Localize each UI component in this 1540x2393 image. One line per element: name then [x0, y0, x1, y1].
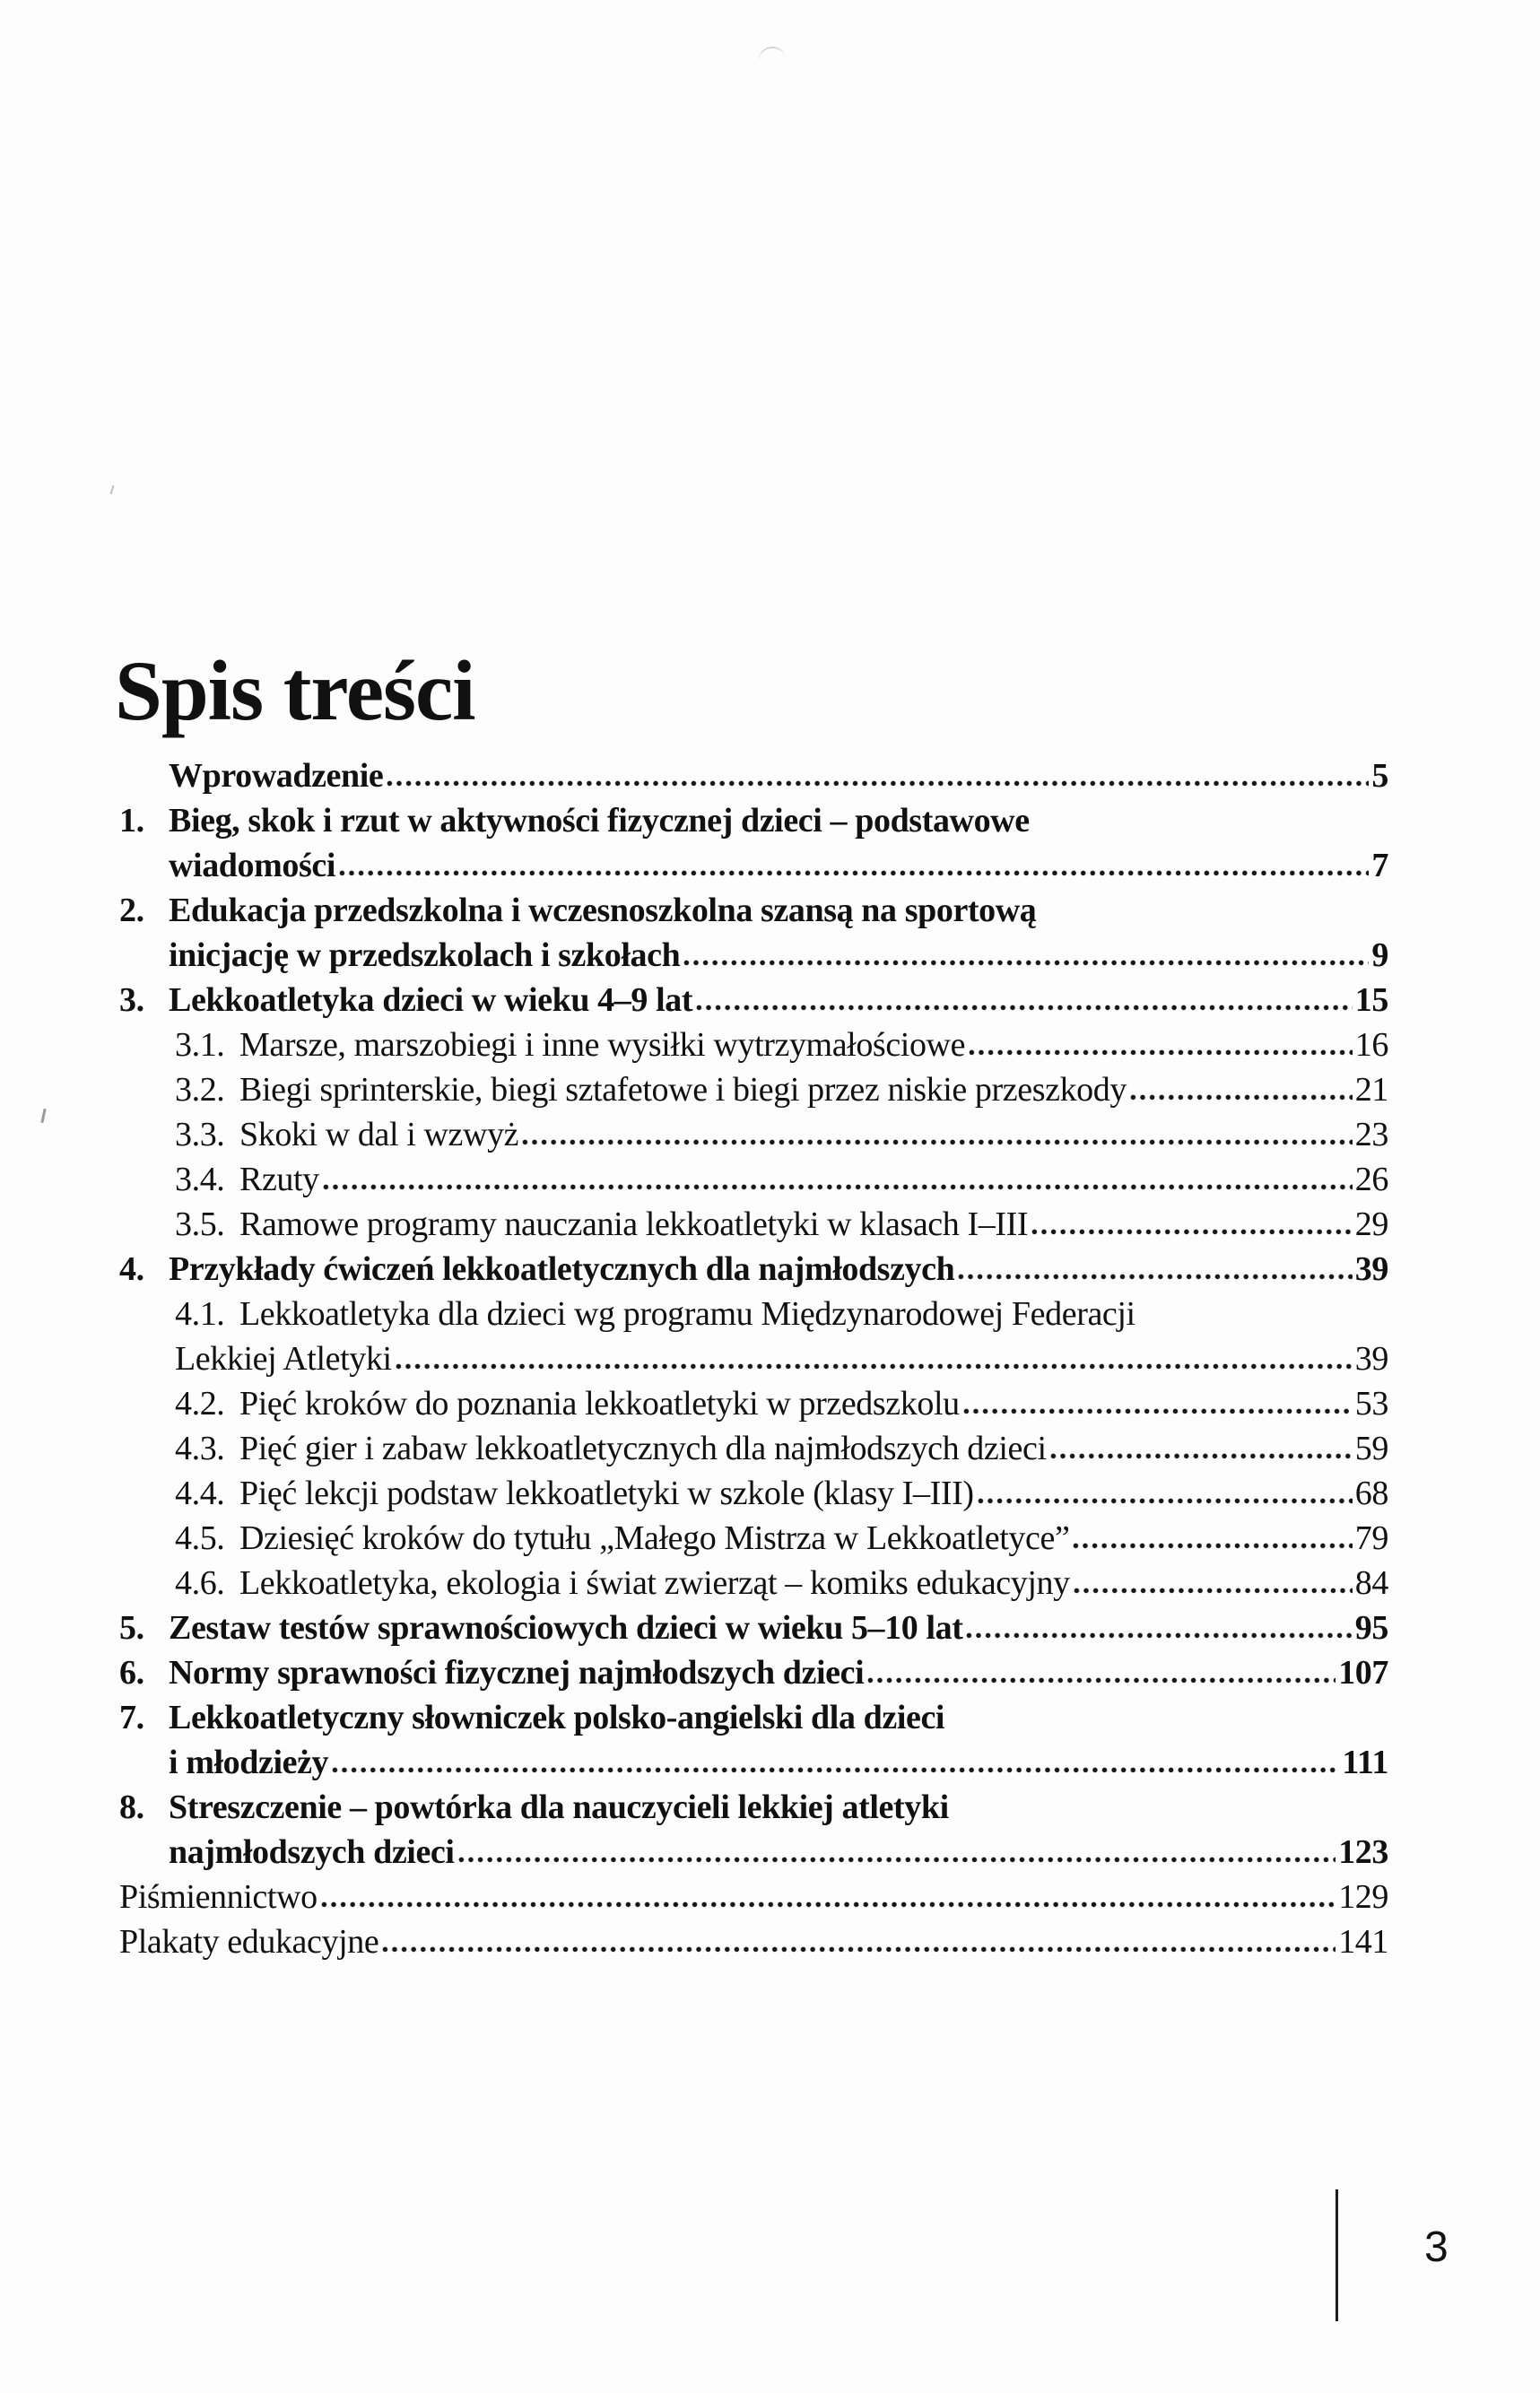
toc-entry-page: 9: [1371, 936, 1388, 974]
dot-leader: [458, 1857, 1336, 1863]
toc-entry-title: Biegi sprinterskie, biegi sztafetowe i biegi przez niskie przeszkody: [239, 1071, 1127, 1109]
dot-leader: [969, 1049, 1353, 1056]
toc-row: [119, 1336, 1388, 1381]
toc-entry-title: inicjację w przedszkolach i szkołach: [169, 936, 681, 974]
toc-entry-number: 3.1.: [175, 1026, 225, 1064]
toc-entry-title: Lekkiej Atletyki: [175, 1340, 392, 1378]
toc-row: [119, 1426, 1388, 1471]
toc-row: [119, 1650, 1388, 1695]
dot-leader: [323, 1184, 1353, 1190]
toc-row: [119, 753, 1388, 798]
toc-row: [119, 1740, 1388, 1785]
toc-entry-title: Skoki w dal i wzwyż: [239, 1116, 519, 1153]
dot-leader: [958, 1274, 1352, 1280]
dot-leader: [522, 1139, 1353, 1145]
toc-row: [119, 933, 1388, 978]
toc-entry-title: Dziesięć kroków do tytułu „Małego Mistrza w Lekkoatletyce”: [239, 1519, 1070, 1557]
toc-row: [119, 888, 1388, 933]
dot-leader: [332, 1767, 1339, 1773]
toc-entry-page: 111: [1342, 1744, 1388, 1781]
toc-row: [119, 1830, 1388, 1875]
toc-entry-page: 107: [1338, 1654, 1388, 1692]
toc-row: [119, 1247, 1388, 1292]
toc-entry-title: Rzuty: [239, 1161, 319, 1198]
toc-entry-page: 84: [1354, 1564, 1388, 1602]
toc-entry-page: 23: [1354, 1116, 1388, 1153]
dot-leader: [696, 1005, 1353, 1011]
dot-leader: [966, 1632, 1352, 1639]
toc-entry-number: 2.: [119, 892, 144, 929]
scan-speck: [40, 1109, 46, 1123]
toc-row: [119, 1919, 1388, 1964]
toc-row: [119, 1292, 1388, 1336]
toc-entry-number: 4.4.: [175, 1475, 225, 1512]
toc-entry-number: 6.: [119, 1654, 144, 1692]
toc-entry-number: 4.5.: [175, 1519, 225, 1557]
toc-entry-page: 123: [1338, 1833, 1388, 1871]
toc-row: [119, 1022, 1388, 1067]
toc-entry-page: 129: [1338, 1878, 1388, 1916]
dot-leader: [1074, 1588, 1353, 1594]
toc-row: [119, 1112, 1388, 1157]
toc-row: [119, 1785, 1388, 1830]
toc-entry-page: 68: [1354, 1475, 1388, 1512]
toc-entry-page: 5: [1371, 757, 1388, 795]
toc-entry-title: Pięć gier i zabaw lekkoatletycznych dla najmłodszych dzieci: [239, 1430, 1047, 1467]
toc-entry-title: Zestaw testów sprawnościowych dzieci w wieku 5–10 lat: [169, 1609, 963, 1647]
toc-row: [119, 1561, 1388, 1605]
toc-entry-page: 59: [1354, 1430, 1388, 1467]
toc-entry-title: Plakaty edukacyjne: [119, 1923, 379, 1961]
dot-leader: [867, 1677, 1336, 1684]
toc-entry-number: 3.4.: [175, 1161, 225, 1198]
toc-entry-number: 4.1.: [175, 1295, 225, 1333]
scan-speck: [110, 485, 115, 494]
dot-leader: [978, 1498, 1353, 1504]
toc-entry-number: 4.: [119, 1250, 144, 1288]
toc-entry-title: Lekkoatletyka dla dzieci wg programu Międzynarodowej Federacji: [239, 1295, 1135, 1333]
toc-entry-page: 29: [1354, 1205, 1388, 1243]
dot-leader: [339, 870, 1369, 876]
toc-entry-number: 4.6.: [175, 1564, 225, 1602]
toc-entry-title: Lekkoatletyczny słowniczek polsko-angielski dla dzieci: [169, 1699, 945, 1736]
toc-entry-number: 7.: [119, 1699, 144, 1736]
toc-entry-title: najmłodszych dzieci: [169, 1833, 455, 1871]
toc-entry-page: 141: [1338, 1923, 1388, 1961]
toc-entry-title: wiadomości: [169, 847, 336, 884]
scan-smudge: [757, 45, 786, 63]
toc-entry-page: 21: [1354, 1071, 1388, 1109]
toc-row: [119, 1695, 1388, 1740]
toc-row: [119, 1471, 1388, 1516]
toc-entry-number: 3.2.: [175, 1071, 225, 1109]
toc-row: [119, 843, 1388, 888]
dot-leader: [321, 1901, 1336, 1908]
toc-entry-page: 26: [1354, 1161, 1388, 1198]
toc-row: [119, 1605, 1388, 1650]
dot-leader: [963, 1408, 1353, 1414]
toc-row: [119, 1202, 1388, 1247]
page-number: 3: [1424, 2223, 1449, 2271]
dot-leader: [1031, 1229, 1353, 1235]
toc-entry-number: 5.: [119, 1609, 144, 1647]
toc-entry-title: Edukacja przedszkolna i wczesnoszkolna szansą na sportową: [169, 892, 1037, 929]
toc-entry-title: Pięć kroków do poznania lekkoatletyki w przedszkolu: [239, 1385, 960, 1423]
toc-entry-page: 53: [1354, 1385, 1388, 1423]
toc-entry-number: 3.3.: [175, 1116, 225, 1153]
toc-entry-title: Lekkoatletyka, ekologia i świat zwierząt – komiks edukacyjny: [239, 1564, 1070, 1602]
toc-entry-number: 4.2.: [175, 1385, 225, 1423]
dot-leader: [382, 1946, 1336, 1953]
dot-leader: [396, 1363, 1353, 1370]
toc-entry-title: Wprowadzenie: [169, 757, 384, 795]
dot-leader: [683, 960, 1369, 966]
toc-entry-page: 79: [1354, 1519, 1388, 1557]
toc-entry-title: Pięć lekcji podstaw lekkoatletyki w szkole (klasy I–III): [239, 1475, 974, 1512]
dot-leader: [1130, 1094, 1353, 1101]
toc-entry-number: 8.: [119, 1788, 144, 1826]
toc-row: [119, 1157, 1388, 1202]
toc-entry-title: Przykłady ćwiczeń lekkoatletycznych dla najmłodszych: [169, 1250, 955, 1288]
toc-entry-number: 1.: [119, 802, 144, 840]
toc-entry-number: 4.3.: [175, 1430, 225, 1467]
toc-entry-title: i młodzieży: [169, 1744, 329, 1781]
toc-entry-page: 15: [1354, 981, 1388, 1019]
page-title: Spis treści: [115, 642, 475, 738]
toc-row: [119, 1875, 1388, 1919]
toc-entry-title: Streszczenie – powtórka dla nauczycieli lekkiej atletyki: [169, 1788, 949, 1826]
dot-leader: [1073, 1543, 1352, 1549]
toc-row: [119, 798, 1388, 843]
toc-row: [119, 1381, 1388, 1426]
toc-row: [119, 1067, 1388, 1112]
toc-list: [119, 753, 1388, 1964]
toc-row: [119, 978, 1388, 1022]
toc-entry-title: Lekkoatletyka dzieci w wieku 4–9 lat: [169, 981, 693, 1019]
toc-entry-page: 39: [1354, 1250, 1388, 1288]
toc-entry-title: Marsze, marszobiegi i inne wysiłki wytrzymałościowe: [239, 1026, 966, 1064]
folio-divider-line: [1336, 2189, 1338, 2321]
toc-entry-number: 3.: [119, 981, 144, 1019]
toc-entry-title: Bieg, skok i rzut w aktywności fizycznej dzieci – podstawowe: [169, 802, 1030, 840]
toc-entry-number: 3.5.: [175, 1205, 225, 1243]
toc-entry-page: 95: [1354, 1609, 1388, 1647]
dot-leader: [387, 780, 1369, 787]
toc-entry-title: Ramowe programy nauczania lekkoatletyki w klasach I–III: [239, 1205, 1029, 1243]
toc-entry-page: 7: [1371, 847, 1388, 884]
toc-entry-title: Normy sprawności fizycznej najmłodszych dzieci: [169, 1654, 865, 1692]
toc-entry-page: 16: [1354, 1026, 1388, 1064]
toc-entry-title: Piśmiennictwo: [119, 1878, 318, 1916]
toc-entry-page: 39: [1354, 1340, 1388, 1378]
toc-row: [119, 1516, 1388, 1561]
dot-leader: [1050, 1453, 1353, 1459]
